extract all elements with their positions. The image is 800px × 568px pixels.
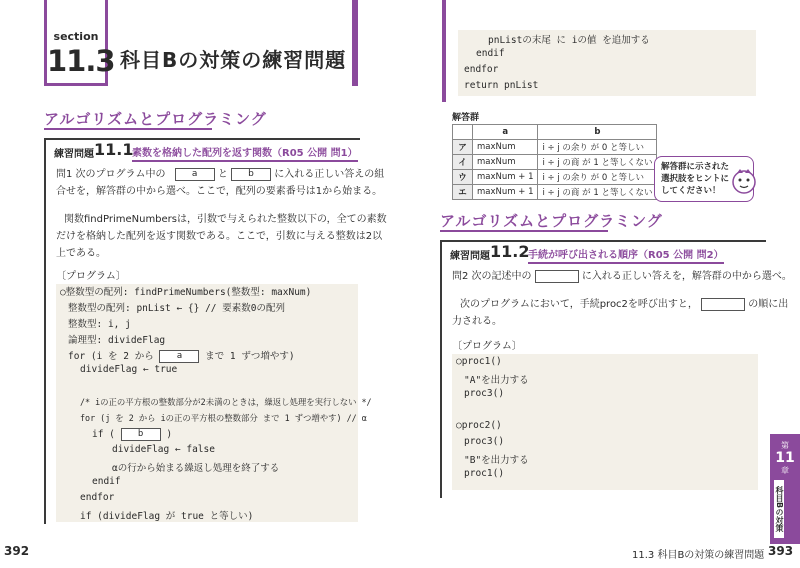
mascot-icon <box>730 166 758 196</box>
question-text: の順に出 <box>748 299 789 310</box>
subheading-right: アルゴリズムとプログラミング <box>440 212 663 230</box>
table-cell: i ÷ j の商 が 1 と等しくない <box>538 155 657 170</box>
question-text: 次のプログラムにおいて，手続proc2を呼び出すと， <box>460 299 698 310</box>
code-line: proc3() <box>464 388 505 399</box>
blank-b: b <box>231 168 271 181</box>
page-number-right: 393 <box>768 544 794 558</box>
hint-line: してください！ <box>661 186 721 196</box>
page-title: 科目Bの対策の練習問題 <box>120 48 347 72</box>
table-cell: ウ <box>453 170 473 185</box>
blank-answer <box>535 270 579 283</box>
decorative-bar <box>442 0 446 102</box>
answer-table <box>452 124 657 200</box>
table-cell: i ÷ j の余り が 0 と等しい <box>538 140 657 155</box>
section-word: section <box>53 30 99 43</box>
code-text: ) <box>166 429 173 440</box>
description-line-3: 上である。 <box>56 248 106 259</box>
question-text: と <box>217 169 228 180</box>
subheading-left: アルゴリズムとプログラミング <box>44 110 267 128</box>
code-line: for (j を 2 から iの正の平方根の整数部分 まで 1 ずつ増やす) // α <box>80 413 367 423</box>
chapter-label: 科目Bの対策 <box>774 480 784 538</box>
chapter-suffix: 章 <box>781 466 789 475</box>
program-label: 〔プログラム〕 <box>452 341 522 352</box>
code-line: if (divideFlag が true と等しい) <box>80 511 254 522</box>
table-cell: maxNum <box>473 140 538 155</box>
table-cell: i ÷ j の余り が 0 と等しい <box>538 170 657 185</box>
question-text: 問2 次の記述中の <box>452 271 532 282</box>
code-line: ○整数型の配列: findPrimeNumbers(整数型: maxNum) <box>60 287 312 298</box>
practice-label: 練習問題 <box>450 251 490 262</box>
code-line: proc3() <box>464 436 505 447</box>
subheading-underline <box>440 230 608 232</box>
table-row <box>453 155 657 170</box>
table-header-row <box>453 125 657 140</box>
code-line: divideFlag ← true <box>80 364 178 375</box>
table-cell: maxNum + 1 <box>473 185 538 200</box>
practice-title: 手続が呼び出される順序（R05 公開 問2） <box>528 246 724 264</box>
code-line: αの行から始まる繰返し処理を終了する <box>112 463 280 474</box>
table-header: b <box>538 125 657 140</box>
chapter-number: 11 <box>775 450 795 466</box>
blank-b-inline: b <box>121 428 161 441</box>
description-line-1: 関数findPrimeNumbersは，引数で与えられた整数以下の，全ての素数 <box>64 214 387 225</box>
code-text: for (i を 2 から <box>68 351 154 362</box>
code-line: 整数型の配列: pnList ← {} // 要素数0の配列 <box>68 303 285 314</box>
code-line: 整数型: i, j <box>68 319 131 330</box>
table-cell: エ <box>453 185 473 200</box>
table-row <box>453 185 657 200</box>
code-text: if ( <box>92 429 115 440</box>
question-1-line-2: 合せを，解答群の中から選べ。ここで，配列の要素番号は1から始まる。 <box>56 186 383 197</box>
hint-line: 選択肢をヒントに <box>661 174 730 184</box>
practice-number: 11.2 <box>490 242 530 261</box>
table-header <box>453 125 473 140</box>
table-cell: maxNum <box>473 155 538 170</box>
question-2-line-3: 力される。 <box>452 316 502 327</box>
code-line: "B"を出力する <box>464 455 529 466</box>
code-line: proc1() <box>464 468 505 479</box>
table-cell: ア <box>453 140 473 155</box>
code-line: endif <box>476 48 505 59</box>
decorative-bar <box>352 0 358 86</box>
question-text: に入れる正しい答えの組 <box>274 169 385 180</box>
code-line: "A"を出力する <box>464 375 529 386</box>
practice-number: 11.1 <box>94 140 134 159</box>
code-line: 論理型: divideFlag <box>68 335 166 346</box>
table-row <box>453 170 657 185</box>
table-cell: イ <box>453 155 473 170</box>
practice-title: 素数を格納した配列を返す関数（R05 公開 問1） <box>132 144 358 162</box>
question-text: 問1 次のプログラム中の <box>56 169 166 180</box>
subheading-underline <box>44 128 212 130</box>
answers-label: 解答群 <box>452 113 480 123</box>
chapter-tab <box>770 434 800 544</box>
chapter-prefix: 第 <box>781 441 789 450</box>
hint-line: 解答群に示された <box>661 162 730 172</box>
code-line: ○proc2() <box>456 420 502 431</box>
blank-answer <box>701 298 745 311</box>
question-2-line-2 <box>460 296 788 313</box>
program-label: 〔プログラム〕 <box>56 271 126 282</box>
table-cell: maxNum + 1 <box>473 170 538 185</box>
code-line: endif <box>92 476 121 487</box>
code-line: ○proc1() <box>456 356 502 367</box>
code-line: divideFlag ← false <box>112 444 215 455</box>
question-1-line-1 <box>56 166 384 183</box>
code-line: pnListの末尾 に iの値 を追加する <box>488 35 650 46</box>
section-badge <box>44 0 115 86</box>
code-line: endfor <box>80 492 115 503</box>
code-block <box>56 284 372 522</box>
blank-a-inline: a <box>159 350 199 363</box>
table-cell: i ÷ j の商 が 1 と等しくない <box>538 185 657 200</box>
blank-a: a <box>175 168 215 181</box>
question-2-line-1 <box>452 268 792 285</box>
code-line <box>92 428 172 441</box>
code-comment: /* iの正の平方根の整数部分が2未満のときは，繰返し処理を実行しない */ <box>80 397 372 407</box>
code-line: endfor <box>464 64 499 75</box>
table-header: a <box>473 125 538 140</box>
table-row <box>453 140 657 155</box>
code-line: return pnList <box>464 80 539 91</box>
question-text: に入れる正しい答えを，解答群の中から選べ。 <box>581 271 792 282</box>
practice-label: 練習問題 <box>54 149 94 160</box>
code-text: まで 1 ずつ増やす) <box>205 351 295 362</box>
code-block-2 <box>452 354 758 490</box>
description-line-2: だけを格納した配列を返す関数である。ここで，引数に与える整数は2以 <box>56 231 383 242</box>
section-number: 11.3 <box>47 44 115 78</box>
code-line <box>68 348 295 363</box>
footer-title: 11.3 科目Bの対策の練習問題 <box>632 550 765 561</box>
page-number-left: 392 <box>4 544 30 558</box>
code-block-continued <box>458 30 756 96</box>
